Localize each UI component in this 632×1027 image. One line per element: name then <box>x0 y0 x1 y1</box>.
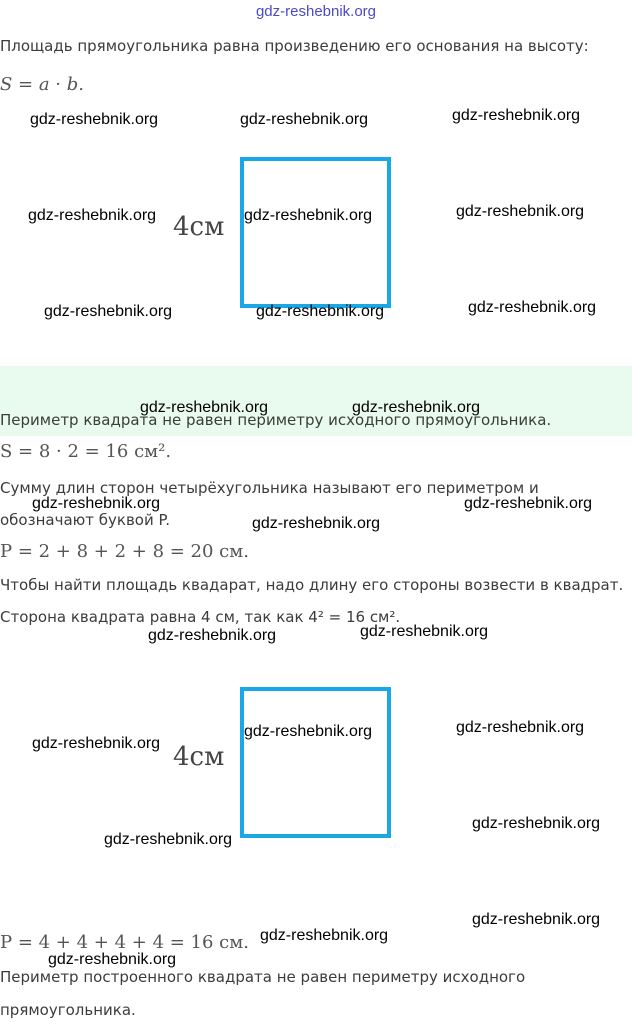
watermark: gdz-reshebnik.org <box>32 495 161 512</box>
area-rule-text: Площадь прямоугольника равна произведению его основания на высоту: <box>0 37 589 55</box>
watermark: gdz-reshebnik.org <box>456 203 585 220</box>
square-figure-1 <box>240 157 391 308</box>
watermark: gdz-reshebnik.org <box>464 495 593 512</box>
watermark: gdz-reshebnik.org <box>28 207 157 224</box>
p-formula-2: P = 4 + 4 + 4 + 4 = 16 см. <box>0 932 249 953</box>
side-label-1: 4см <box>173 212 225 242</box>
sum-definition-line-1: Сумму длин сторон четырёхугольника называют его периметром и <box>0 479 539 497</box>
watermark: gdz-reshebnik.org <box>104 831 233 848</box>
watermark: gdz-reshebnik.org <box>452 107 581 124</box>
area-formula: S = a · b. <box>0 74 84 95</box>
watermark: gdz-reshebnik.org <box>244 207 373 224</box>
final-text-line-2: прямоугольника. <box>0 1001 136 1019</box>
watermark: gdz-reshebnik.org <box>252 515 381 532</box>
watermark: gdz-reshebnik.org <box>472 815 601 832</box>
watermark: gdz-reshebnik.org <box>352 399 481 416</box>
watermark: gdz-reshebnik.org <box>260 927 389 944</box>
final-text-line-1: Периметр построенного квадрата не равен периметру исходного <box>0 968 526 986</box>
square-side-text: Сторона квадрата равна 4 см, так как 4² = 16 см². <box>0 608 401 626</box>
side-label-2: 4см <box>173 742 225 772</box>
watermark: gdz-reshebnik.org <box>148 627 277 644</box>
watermark: gdz-reshebnik.org <box>360 623 489 640</box>
square-area-rule-text: Чтобы найти площадь квадарат, надо длину его стороны возвести в квадрат. <box>0 576 624 594</box>
watermark: gdz-reshebnik.org <box>256 303 385 320</box>
watermark: gdz-reshebnik.org <box>240 111 369 128</box>
watermark: gdz-reshebnik.org <box>44 303 173 320</box>
watermark: gdz-reshebnik.org <box>244 723 373 740</box>
square-figure-2 <box>240 687 391 838</box>
sum-definition-line-2: обозначают буквой P. <box>0 511 170 529</box>
watermark: gdz-reshebnik.org <box>48 951 177 968</box>
watermark: gdz-reshebnik.org <box>140 399 269 416</box>
site-title[interactable]: gdz-reshebnik.org <box>255 3 377 20</box>
s-formula: S = 8 · 2 = 16 см². <box>0 441 172 462</box>
watermark: gdz-reshebnik.org <box>472 911 601 928</box>
watermark: gdz-reshebnik.org <box>30 111 159 128</box>
perimeter-not-equal-text: Периметр квадрата не равен периметру исходного прямоугольника. <box>0 411 552 429</box>
p-formula-1: P = 2 + 8 + 2 + 8 = 20 см. <box>0 541 249 562</box>
watermark: gdz-reshebnik.org <box>456 719 585 736</box>
watermark: gdz-reshebnik.org <box>468 299 597 316</box>
watermark: gdz-reshebnik.org <box>32 735 161 752</box>
